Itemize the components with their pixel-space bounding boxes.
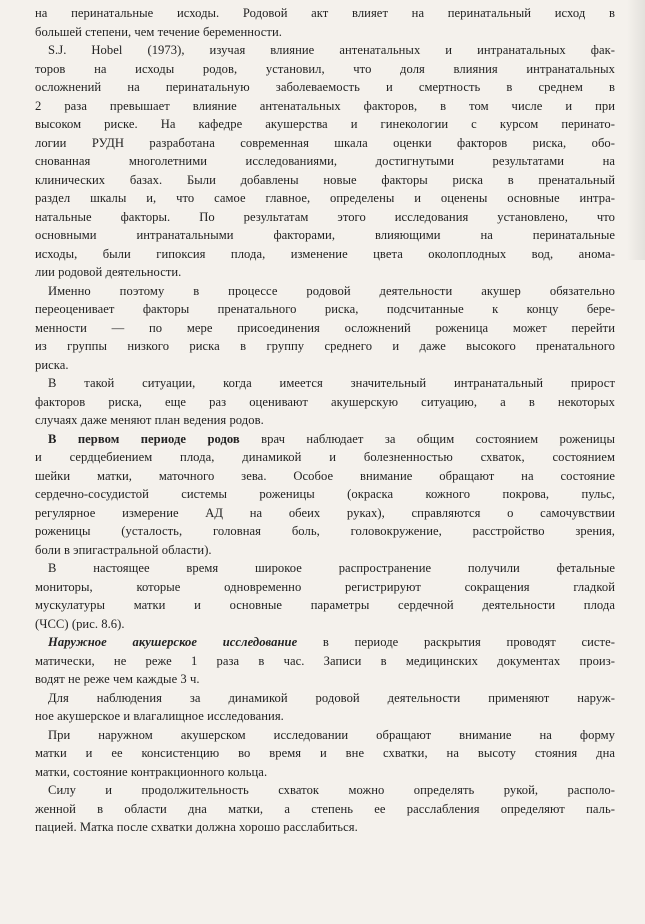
text-line: на перинатальные исходы. Родовой акт влияет на перинатальный исход в <box>35 6 615 20</box>
text-line: В настоящее время широкое распространение получили фетальные <box>48 561 615 575</box>
text-line: матически, не реже 1 раза в час. Записи в медицинских документах произ- <box>35 653 615 668</box>
text-line: Силу и продолжительность схваток можно определять рукой, располо- <box>48 783 615 797</box>
text-line: исходы, были гипоксия плода, изменение цвета околоплодных вод, анома- <box>35 246 615 261</box>
text-line: В такой ситуации, когда имеется значительный интранатальный прирост <box>48 376 615 390</box>
text-line: осложнений на перинатальную заболеваемость и смертность в среднем в <box>35 80 615 94</box>
text-line: из группы низкого риска в группу среднего и даже высокого пренатального <box>35 339 615 353</box>
text-line: торов на исходы родов, установил, что доля влияния интранатальных <box>35 61 615 76</box>
paragraph-6 <box>35 633 615 689</box>
paragraph-3 <box>35 374 615 430</box>
text-line: раздел шкалы и, что самое главное, определены и оценены основные интра- <box>35 191 615 205</box>
text-line: 2 раза превышает влияние антенатальных факторов, в том числе и при <box>35 98 615 113</box>
text-line: При наружном акушерском исследовании обращают внимание на форму <box>48 727 615 742</box>
text-line: матки, состояние контракционного кольца. <box>35 764 268 779</box>
text-line: матки и ее консистенцию во время и вне схватки, на высоту стояния дна <box>35 746 615 760</box>
text-line: большей степени, чем течение беременности. <box>35 24 282 39</box>
text-line: S.J. Hobel (1973), изучая влияние антенатальных и интранатальных фак- <box>48 43 615 57</box>
text-line: шейки матки, маточного зева. Особое внимание обращают на состояние <box>35 468 615 483</box>
text-line: мускулатуры матки и основные параметры сердечной деятельности плода <box>35 598 615 612</box>
text-run: в периоде раскрытия проводят систе- <box>297 635 615 649</box>
text-line: Именно поэтому в процессе родовой деятельности акушер обязательно <box>48 283 615 298</box>
text-line: менности — по мере присоединения осложнений роженица может перейти <box>35 320 615 335</box>
text-line: ное акушерское и влагалищное исследования. <box>35 709 284 723</box>
text-line: высоком риске. На кафедре акушерства и гинекологии с курсом перинато- <box>35 117 615 131</box>
text-line: натальные факторы. По результатам этого исследования установлено, что <box>35 209 615 224</box>
paragraph-8 <box>35 726 615 782</box>
bold-italic-lead-phrase: Наружное акушерское исследование <box>48 635 298 649</box>
paragraph-0 <box>35 4 615 41</box>
text-line: роженицы (усталость, головная боль, головокружение, расстройство зрения, <box>35 524 615 538</box>
paragraph-4 <box>35 430 615 560</box>
text-line: снованная многолетними исследованиями, достигнутыми результатами на <box>35 154 615 168</box>
text-run: врач наблюдает за общим состоянием роженицы <box>239 431 615 446</box>
text-line <box>35 633 615 652</box>
paragraph-9 <box>35 781 615 837</box>
text-line: Для наблюдения за динамикой родовой деятельности применяют наруж- <box>48 690 615 705</box>
paragraph-2 <box>35 282 615 375</box>
text-line: клинических базах. Были добавлены новые факторы риска в пренатальный <box>35 172 615 187</box>
text-line: основными интранатальными факторами, влияющими на перинатальные <box>35 228 615 242</box>
paragraph-5 <box>35 559 615 633</box>
text-line <box>35 430 615 449</box>
text-line: боли в эпигастральной области). <box>35 542 212 557</box>
text-line: риска. <box>35 357 69 372</box>
bold-lead-phrase: В первом периоде родов <box>48 431 240 446</box>
text-line: (ЧСС) (рис. 8.6). <box>35 616 125 631</box>
paragraph-1 <box>35 41 615 282</box>
text-line: пацией. Матка после схватки должна хорошо расслабиться. <box>35 820 358 834</box>
text-line: сердечно-сосудистой системы роженицы (окраска кожного покрова, пульс, <box>35 487 615 501</box>
text-line: факторов риска, еще раз оценивают акушерскую ситуацию, а в некоторых <box>35 394 615 409</box>
text-line: водят не реже чем каждые 3 ч. <box>35 672 200 686</box>
text-line: мониторы, которые одновременно регистрируют сокращения гладкой <box>35 579 615 594</box>
text-line: регулярное измерение АД на обеих руках), справляются о самочувствии <box>35 505 615 520</box>
text-line: случаях даже меняют план ведения родов. <box>35 413 264 427</box>
page-edge-shadow <box>627 0 645 260</box>
text-line: лии родовой деятельности. <box>35 265 182 279</box>
text-line: женной в области дна матки, а степень ее расслабления определяют паль- <box>35 801 615 816</box>
paragraph-7 <box>35 689 615 726</box>
text-line: и сердцебиением плода, динамикой и болезненностью схваток, состоянием <box>35 450 615 464</box>
text-line: переоценивает факторы пренатального риска, подсчитанные к концу бере- <box>35 302 615 316</box>
text-line: логии РУДН разработана современная шкала оценки факторов риска, обо- <box>35 135 615 150</box>
